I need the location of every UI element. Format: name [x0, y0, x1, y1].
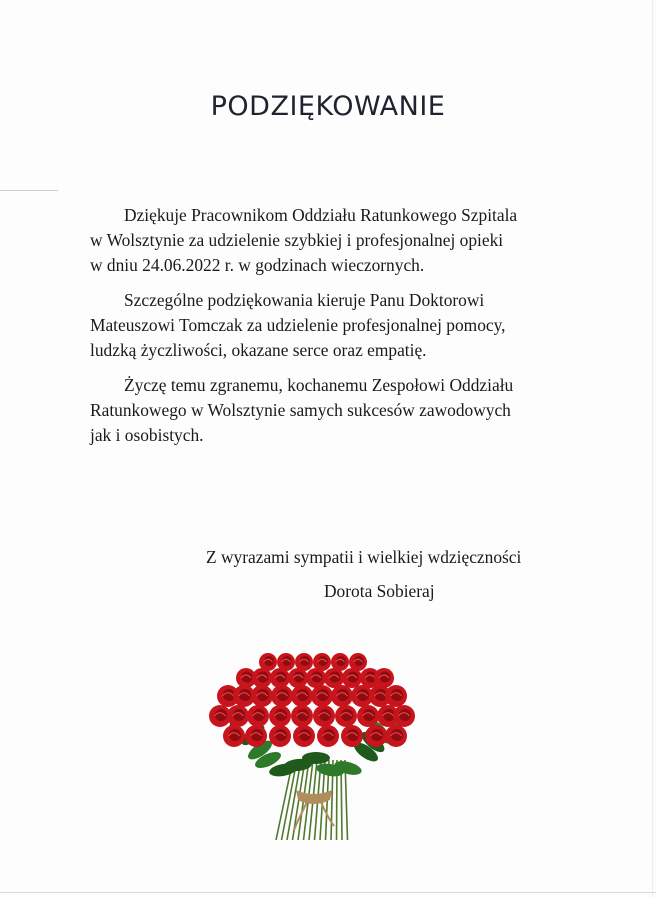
- rose-center: [282, 656, 292, 666]
- rose: [342, 668, 362, 688]
- rose: [331, 685, 353, 707]
- rose: [393, 705, 415, 727]
- rose-center: [354, 656, 364, 666]
- closing-phrase: Z wyrazami sympatii i wielkiej wdzięczności: [206, 547, 522, 567]
- rose: [341, 725, 363, 747]
- rose-center: [300, 656, 310, 666]
- rose: [270, 668, 290, 688]
- rose: [365, 725, 387, 747]
- paragraph-thanks: [90, 203, 570, 278]
- rose: [291, 705, 313, 727]
- bouquet-roses: [209, 653, 415, 747]
- rose: [313, 705, 335, 727]
- rose: [288, 668, 308, 688]
- paragraph-line: Ratunkowego w Wolsztynie samych sukcesów zawodowych: [90, 400, 511, 420]
- leaf: [302, 752, 330, 764]
- closing-block: [206, 540, 586, 608]
- rose: [385, 725, 407, 747]
- rose: [335, 705, 357, 727]
- rose: [317, 725, 339, 747]
- rose: [374, 668, 394, 688]
- rose: [269, 705, 291, 727]
- signature-name: Dorota Sobieraj: [324, 581, 435, 601]
- paragraph-line: jak i osobistych.: [90, 425, 204, 445]
- rose: [227, 705, 249, 727]
- rose: [271, 685, 293, 707]
- rose-center: [264, 656, 274, 666]
- rose: [293, 725, 315, 747]
- page-edge-bottom: [0, 892, 656, 893]
- letter-body: [90, 203, 570, 458]
- document-title: PODZIĘKOWANIE: [210, 91, 446, 122]
- rose: [306, 668, 326, 688]
- rose: [357, 705, 379, 727]
- rose: [251, 685, 273, 707]
- rose: [269, 725, 291, 747]
- rose: [223, 725, 245, 747]
- paragraph-line: w dniu 24.06.2022 r. w godzinach wieczornych.: [90, 255, 425, 275]
- paragraph-line: Mateuszowi Tomczak za udzielenie profesjonalnej pomocy,: [90, 315, 506, 335]
- rose: [291, 685, 313, 707]
- rose: [311, 685, 333, 707]
- paragraph-line: Szczególne podziękowania kieruje Panu Doktorowi: [124, 290, 485, 310]
- rose: [245, 725, 267, 747]
- rose: [247, 705, 269, 727]
- page-edge-right: [652, 0, 653, 897]
- rose: [324, 668, 344, 688]
- paragraph-line: Dziękuje Pracownikom Oddziału Ratunkowego Szpitala: [124, 205, 518, 225]
- paragraph-line: w Wolsztynie za udzielenie szybkiej i profesjonalnej opieki: [90, 230, 504, 250]
- rose-bouquet-icon: [198, 640, 428, 850]
- paragraph-doctor: [90, 288, 570, 363]
- rose-center: [318, 656, 328, 666]
- rose-center: [336, 656, 346, 666]
- paragraph-line: Życzę temu zgranemu, kochanemu Zespołowi Oddziału: [124, 375, 514, 395]
- paragraph-wishes: [90, 373, 570, 448]
- paragraph-line: ludzką życzliwości, okazane serce oraz empatię.: [90, 340, 427, 360]
- scan-artifact-line: [0, 190, 58, 191]
- rose: [385, 685, 407, 707]
